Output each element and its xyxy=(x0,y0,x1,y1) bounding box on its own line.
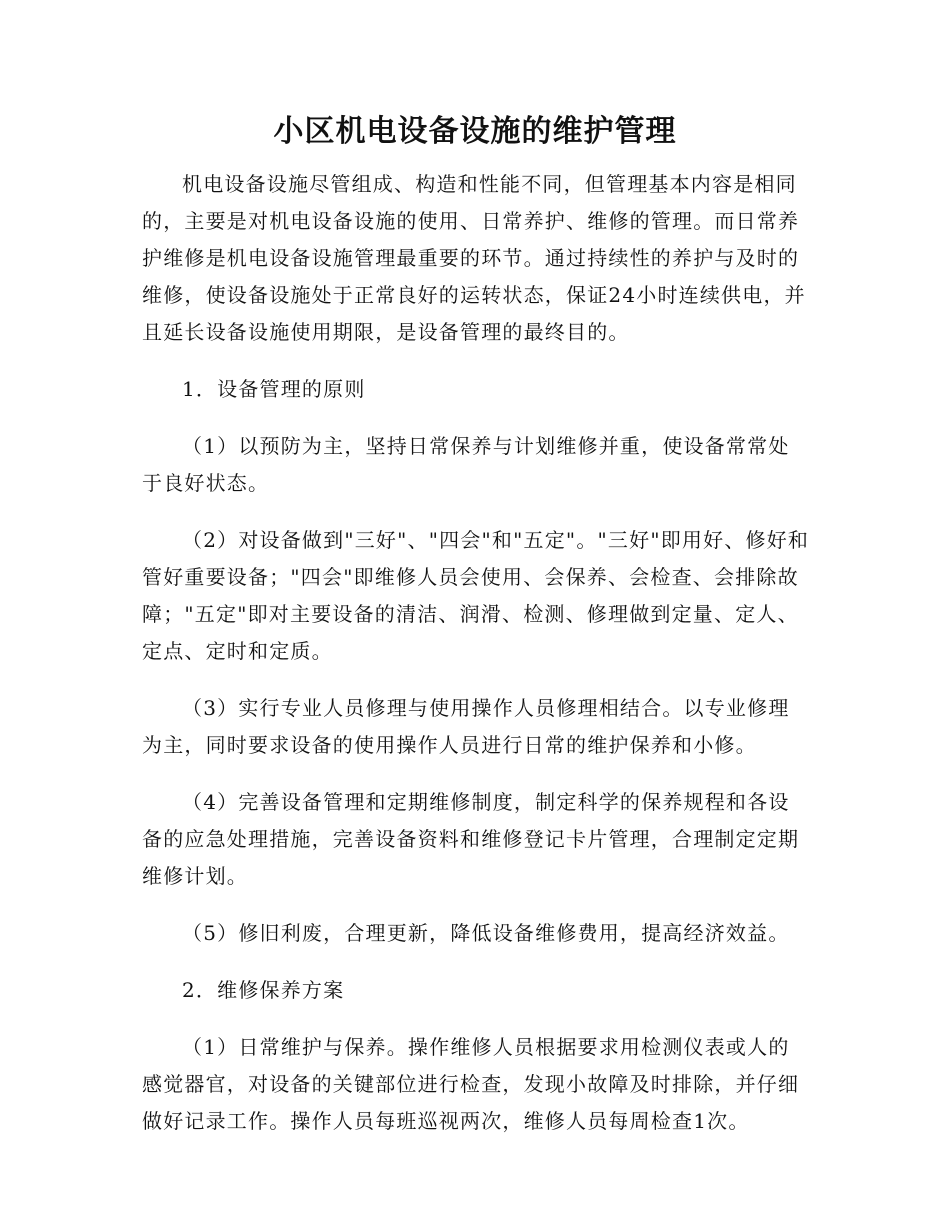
document-title: 小区机电设备设施的维护管理 xyxy=(273,114,677,149)
principle-item-2: （2）对设备做到"三好"、"四会"和"五定"。"三好"即用好、修好和管好重要设备；"四会"即维修人员会使用、会保养、会检查、会排除故障；"五定"即对主要设备的清洁、润滑、检测、修理做到定量、定人、定点、定时和定质。 xyxy=(142,528,810,663)
principle-item-1: （1）以预防为主，坚持日常保养与计划维修并重，使设备常常处于良好状态。 xyxy=(142,434,790,495)
principle-item-3: （3）实行专业人员修理与使用操作人员修理相结合。以专业修理为主，同时要求设备的使用操作人员进行日常的维护保养和小修。 xyxy=(142,696,790,757)
principle-item-4: （4）完善设备管理和定期维修制度，制定科学的保养规程和各设备的应急处理措施，完善设备资料和维修登记卡片管理，合理制定定期维修计划。 xyxy=(142,790,800,888)
section-heading-maintenance: 2．维修保养方案 xyxy=(182,978,345,1002)
document-body xyxy=(142,166,810,1140)
intro-paragraph: 机电设备设施尽管组成、构造和性能不同，但管理基本内容是相同的，主要是对机电设备设施的使用、日常养护、维修的管理。而日常养护维修是机电设备设施管理最重要的环节。通过持续性的养护与及时的维修，使设备设施处于正常良好的运转状态，保证24小时连续供电，并且延长设备设施使用期限，是设备管理的最终目的。 xyxy=(142,172,806,344)
section-heading-principles: 1．设备管理的原则 xyxy=(182,377,366,401)
maintenance-item-1: （1）日常维护与保养。操作维修人员根据要求用检测仪表或人的感觉器官，对设备的关键部位进行检查，发现小故障及时排除，并仔细做好记录工作。操作人员每班巡视两次，维修人员每周检查1次。 xyxy=(142,1035,800,1133)
principle-item-5: （5）修旧利废，合理更新，降低设备维修费用，提高经济效益。 xyxy=(182,921,790,945)
